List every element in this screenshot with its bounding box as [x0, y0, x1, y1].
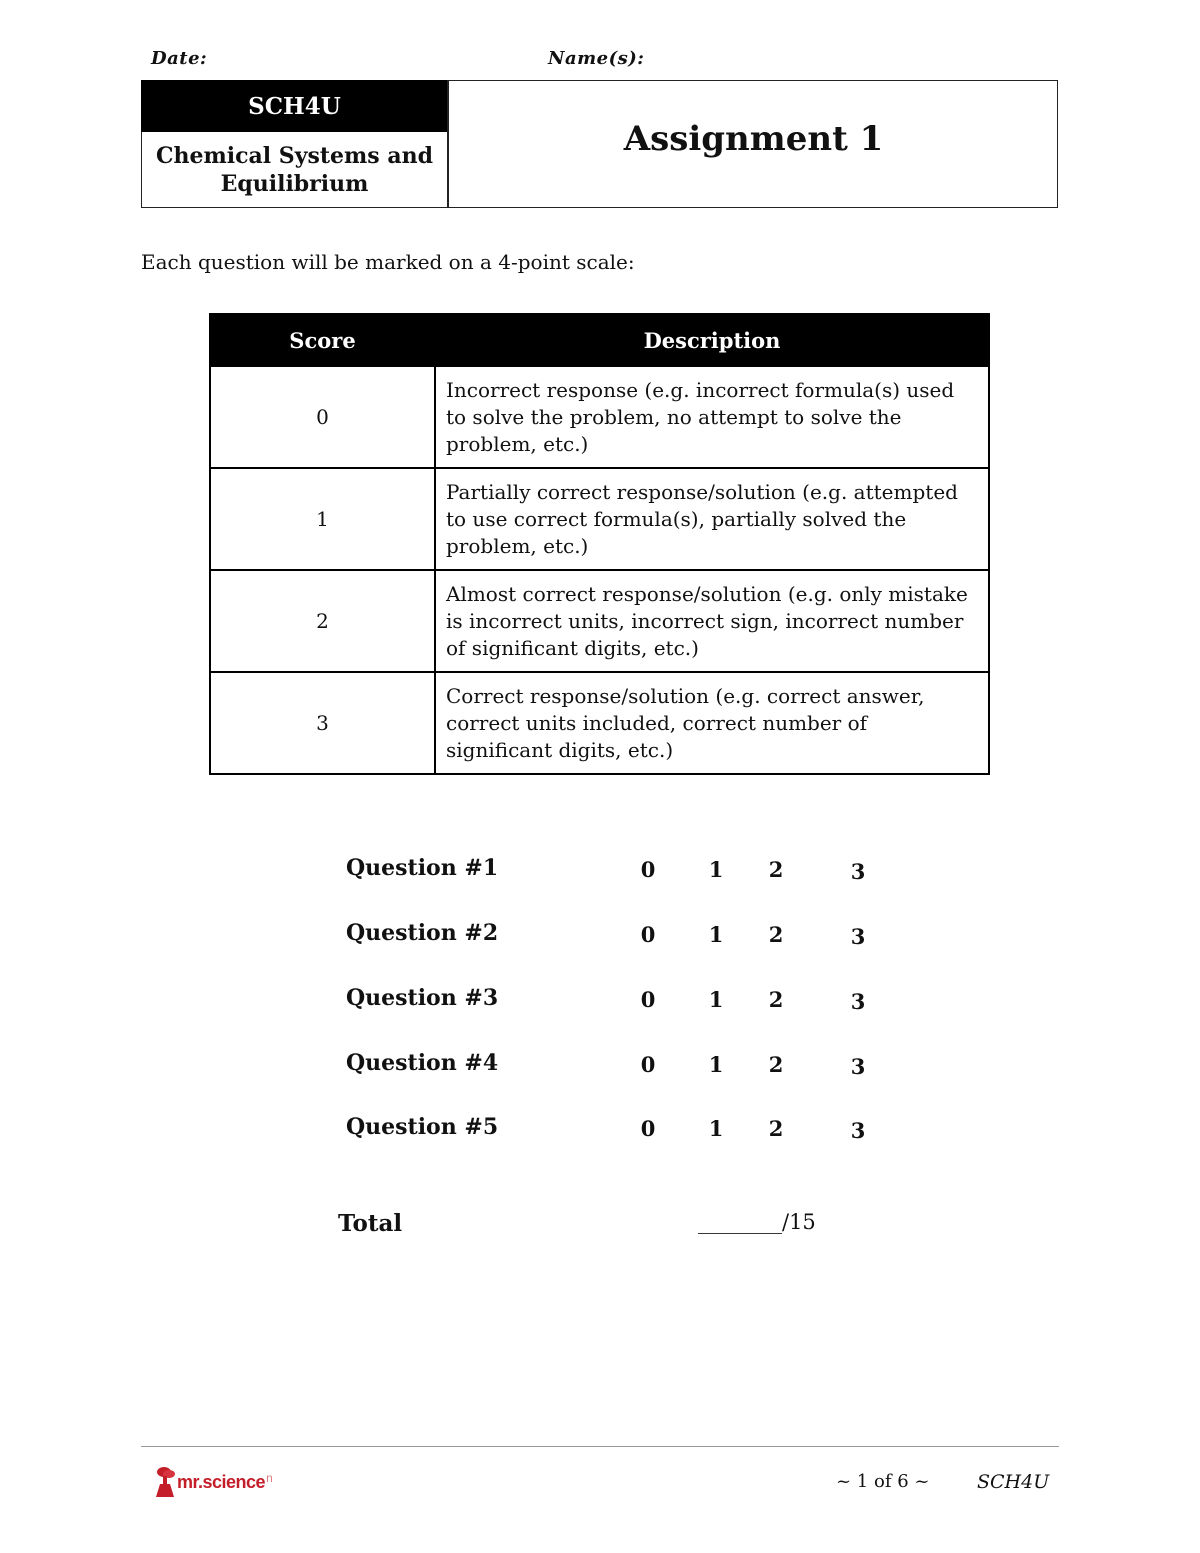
mr-science-logo: [155, 1465, 273, 1499]
table-row: [210, 672, 989, 774]
question-5-option-0[interactable]: 0: [640, 1116, 656, 1141]
rubric-score: 1: [210, 468, 435, 570]
flask-logo-icon: [155, 1465, 177, 1499]
names-label: Name(s):: [548, 48, 645, 69]
page-number: ~ 1 of 6 ~: [836, 1471, 930, 1492]
question-3-option-1[interactable]: 1: [708, 987, 724, 1012]
footer-divider: [141, 1446, 1059, 1447]
question-4-option-0[interactable]: 0: [640, 1052, 656, 1077]
question-3-option-3[interactable]: 3: [850, 989, 866, 1014]
rubric-table: [209, 313, 990, 775]
footer-course-code: SCH4U: [977, 1471, 1050, 1493]
rubric-score: 0: [210, 366, 435, 468]
question-5-option-2[interactable]: 2: [768, 1116, 784, 1141]
logo-text: mr.science: [177, 1471, 266, 1492]
assignment-title: Assignment 1: [623, 119, 884, 159]
question-4-option-2[interactable]: 2: [768, 1052, 784, 1077]
question-4-option-1[interactable]: 1: [708, 1052, 724, 1077]
course-title-line2: Equilibrium: [220, 171, 369, 197]
table-row: [210, 570, 989, 672]
course-code: SCH4U: [141, 80, 448, 132]
question-2-option-3[interactable]: 3: [850, 924, 866, 949]
course-title: [141, 132, 448, 208]
question-1-option-0[interactable]: 0: [640, 857, 656, 882]
question-4-option-3[interactable]: 3: [850, 1054, 866, 1079]
question-3-option-0[interactable]: 0: [640, 987, 656, 1012]
question-5-option-1[interactable]: 1: [708, 1116, 724, 1141]
date-label: Date:: [151, 48, 208, 69]
rubric-header-row: [210, 314, 989, 366]
table-row: [210, 468, 989, 570]
question-5-option-3[interactable]: 3: [850, 1118, 866, 1143]
rubric-header-score: Score: [210, 314, 435, 366]
rubric-score: 2: [210, 570, 435, 672]
question-2-option-0[interactable]: 0: [640, 922, 656, 947]
total-label: Total: [338, 1210, 403, 1237]
total-blank[interactable]: ________/15: [698, 1210, 816, 1234]
intro-text: Each question will be marked on a 4-point scale:: [141, 250, 635, 274]
table-row: [210, 366, 989, 468]
course-title-line1: Chemical Systems and: [156, 143, 433, 169]
question-2-option-1[interactable]: 1: [708, 922, 724, 947]
logo-suffix: n: [266, 1471, 273, 1485]
question-1-option-2[interactable]: 2: [768, 857, 784, 882]
question-1-option-1[interactable]: 1: [708, 857, 724, 882]
question-4-label: Question #4: [346, 1050, 499, 1076]
rubric-description: Correct response/solution (e.g. correct answer, correct units included, correct number of significant digits, etc.): [435, 672, 989, 774]
question-3-option-2[interactable]: 2: [768, 987, 784, 1012]
question-2-label: Question #2: [346, 920, 499, 946]
rubric-header-description: Description: [435, 314, 989, 366]
rubric-description: Almost correct response/solution (e.g. only mistake is incorrect units, incorrect sign, incorrect number of significant digits, etc.): [435, 570, 989, 672]
rubric-description: Incorrect response (e.g. incorrect formula(s) used to solve the problem, no attempt to solve the problem, etc.): [435, 366, 989, 468]
rubric-description: Partially correct response/solution (e.g. attempted to use correct formula(s), partially solved the problem, etc.): [435, 468, 989, 570]
question-2-option-2[interactable]: 2: [768, 922, 784, 947]
question-1-option-3[interactable]: 3: [850, 859, 866, 884]
question-3-label: Question #3: [346, 985, 499, 1011]
rubric-score: 3: [210, 672, 435, 774]
question-5-label: Question #5: [346, 1114, 499, 1140]
question-1-label: Question #1: [346, 855, 499, 881]
